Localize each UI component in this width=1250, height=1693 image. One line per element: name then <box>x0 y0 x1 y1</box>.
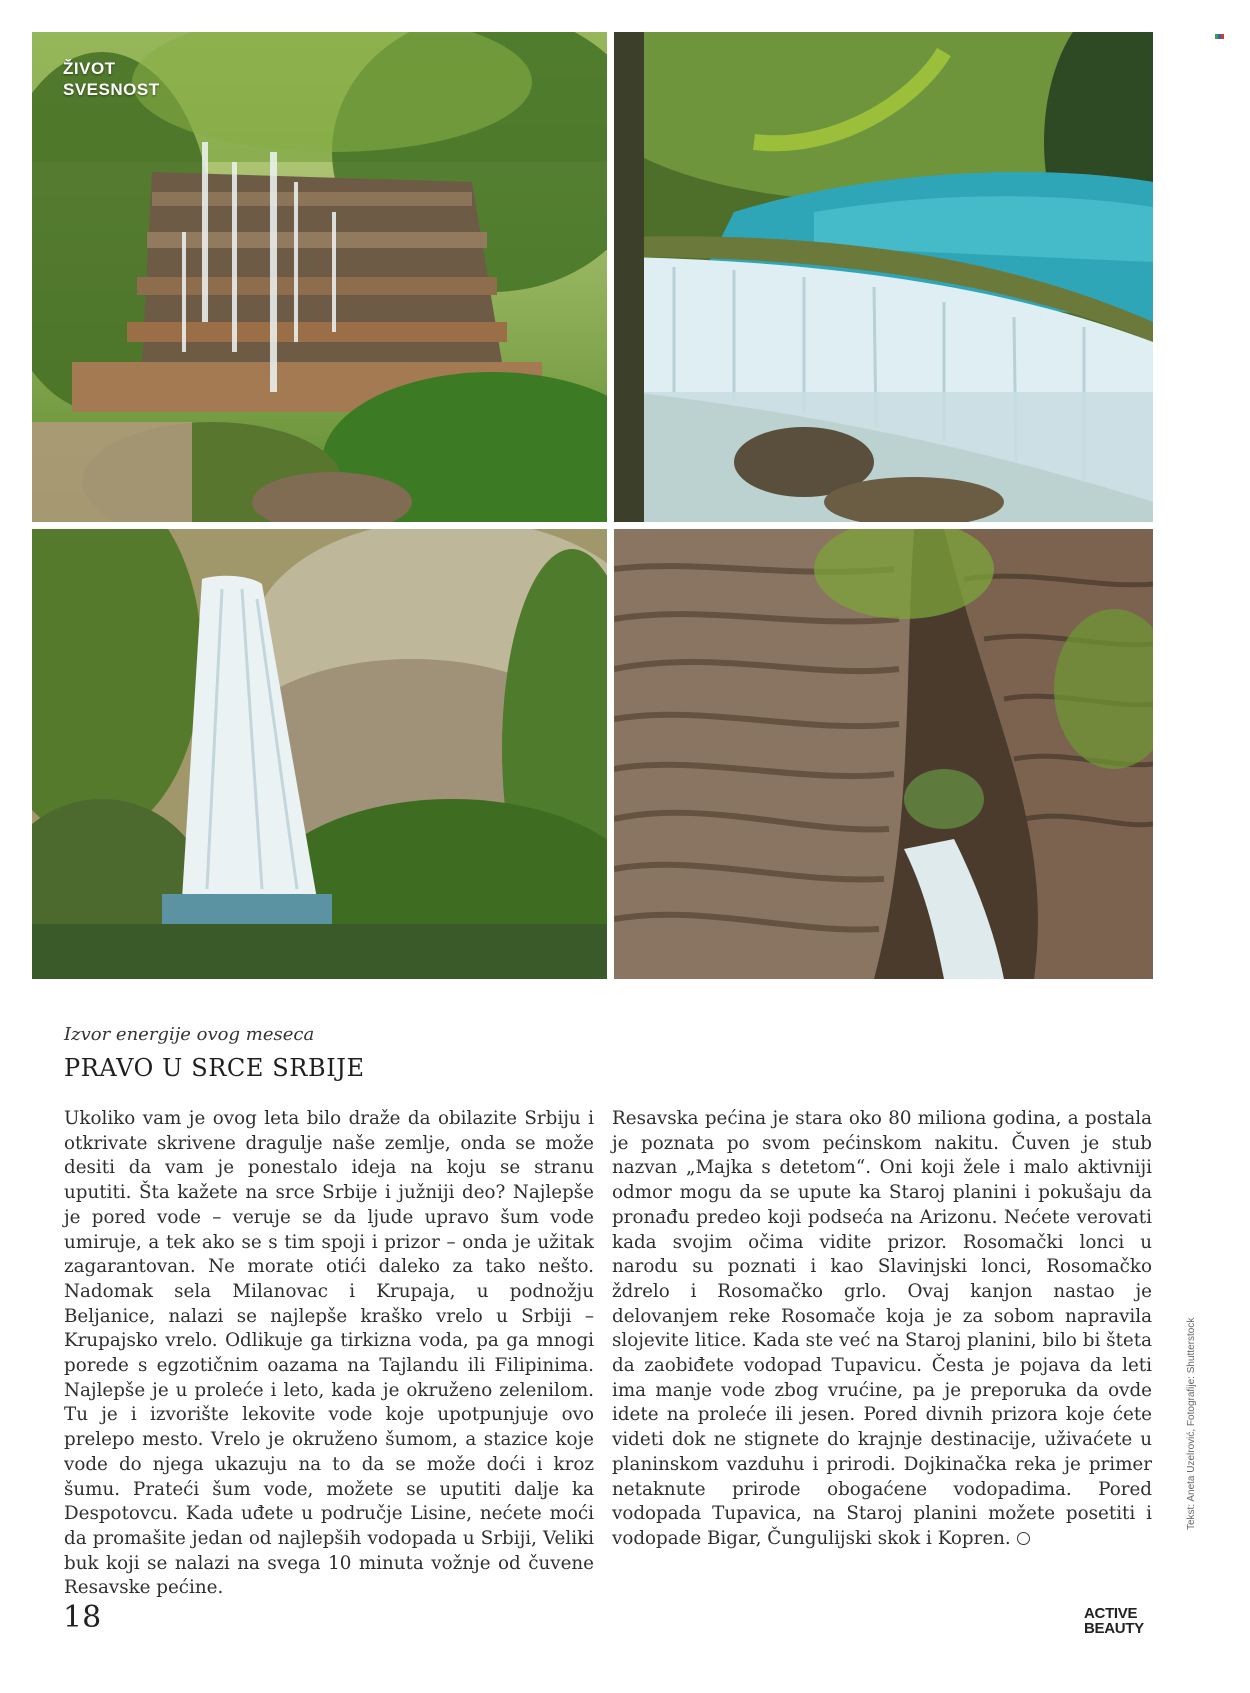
article-column-right <box>612 1107 1152 1552</box>
article-body-left: Ukoliko vam je ovog leta bilo draže da obilazite Srbiju i otkrivate skrivene dragulje naše zemlje, onda se može desiti da vam je ponestalo ideja na koju se stranu uputiti. Šta kažete na srce Srbije i južniji deo? Najlepše je pored vode – veruje se da ljude upravo šum vode umiruje, a tek ako se s tim spoji i prizor – onda je užitak zagarantovan. Ne morate otići daleko za tako nešto. Nadomak sela Milanovac i Krupaja, u podnožju Beljanice, nalazi se najlepše kraško vrelo u Srbiji – Krupajsko vrelo. Odlikuje ga tirkizna voda, pa ga mnogi porede s egzotičnim oazama na Tajlandu ili Filipinima. Najlepše je u proleće i leto, kada je okruženo zelenilom. Tu je i izvorište lekovite vode koje upotpunjuje ovo prelepo mesto. Vrelo je okruženo šumom, a stazice koje vode do njega ukazuju na to da se može doći i kroz šumu. Prateći šum vode, možete se uputiti dalje ka Despotovcu. Kada uđete u područje Lisine, nećete moći da promašite jedan od najlepših vodopada u Srbiji, Veliki buk koji se nalazi na svega 10 minuta vožnje od čuvene Resavske pećine. <box>64 1108 594 1599</box>
section-tag-line2: SVESNOST <box>63 80 160 99</box>
waterfall-cascade-forest-photo <box>32 32 607 522</box>
section-tag <box>63 58 160 100</box>
layered-canyon-rock-photo <box>614 529 1153 979</box>
article-kicker: Izvor energije ovog meseca <box>64 1024 315 1045</box>
article-body-right <box>612 1107 1152 1552</box>
magazine-logo-line2: BEAUTY <box>1084 1620 1144 1637</box>
red-mark-icon <box>1221 34 1224 39</box>
article-body-right-text: Resavska pećina je stara oko 80 miliona godina, a postala je poznata po svom pećinskom nakitu. Čuven je stub nazvan „Majka s detetom“. Oni koji žele i malo aktivniji odmor mogu da se upute ka Staroj planini i pokušaju da pronađu predeo koji podseća na Arizonu. Nećete verovati kada svojim očima vidite prizor. Rosomački lonci u narodu su poznati i kao Slavinjski lonci, Rosomačko ždrelo i Rosomačko grlo. Ovaj kanjon nastao je delovanjem reke Rosomače koja je za sobom napravila slojevite litice. Kada ste već na Staroj planini, bilo bi šteta da zaobiđete vodopad Tupavicu. Česta je pojava da leti ima manje vode zbog vrućine, pa je preporuka da ovde idete na proleće ili jesen. Pored divnih prizora koje ćete videti dok ne stignete do krajnje destinacije, uživaćete u planinskom vazduhu i prirodi. Dojkinačka reka je primer netaknute prirode obogaćene vodopadima. Pored vodopada Tupavica, na Staroj planini možete posetiti i vodopade Bigar, Čungulijski skok i Kopren. <box>612 1108 1152 1549</box>
turquoise-spring-waterfall-photo <box>614 32 1153 522</box>
section-tag-line1: ŽIVOT <box>63 59 116 78</box>
photo-credits: Tekst: Aneta Uzelrović, Fotografije: Shutterstock <box>1186 1317 1197 1530</box>
magazine-logo <box>1084 1606 1144 1636</box>
corner-color-marks <box>1215 34 1223 40</box>
magazine-logo-line1: ACTIVE <box>1084 1605 1138 1622</box>
tall-waterfall-cliff-photo <box>32 529 607 979</box>
article-column-left <box>64 1107 594 1601</box>
page-number: 18 <box>63 1600 102 1635</box>
end-of-article-icon <box>1017 1532 1030 1545</box>
article-title: PRAVO U SRCE SRBIJE <box>64 1054 365 1082</box>
